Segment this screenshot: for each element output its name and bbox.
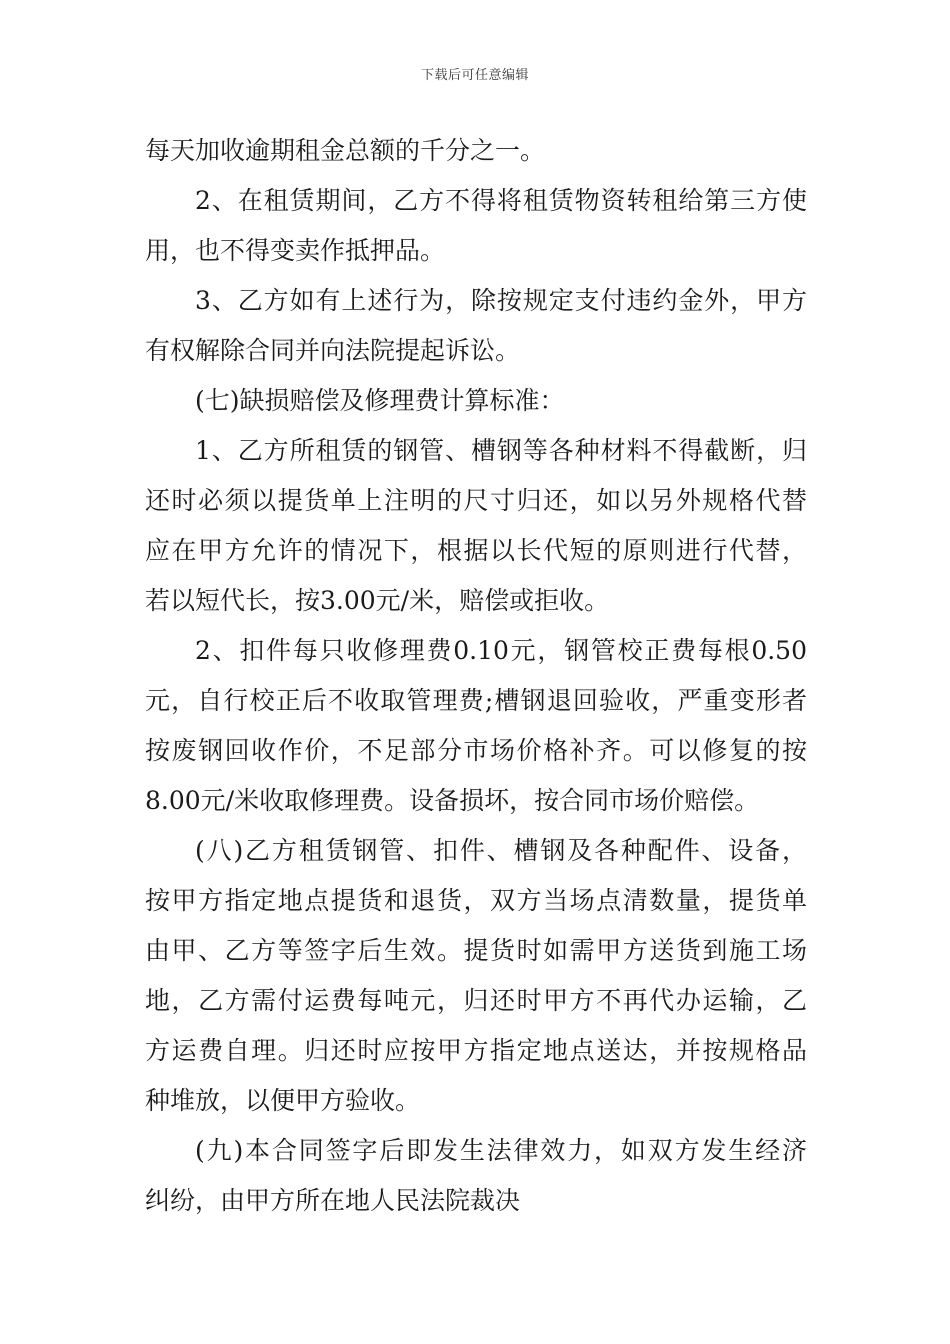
text-line: (七)缺损赔偿及修理费计算标准： bbox=[195, 386, 565, 415]
text-line: 每天加收逾期租金总额的千分之一。 bbox=[145, 136, 546, 165]
text-line: 1、乙方所租赁的钢管、槽钢等各种材料不得截断，归 bbox=[195, 436, 807, 465]
text-line: 2、在租赁期间，乙方不得将租赁物资转租给第三方使 bbox=[195, 186, 807, 215]
text-line: 种堆放，以便甲方验收。 bbox=[145, 1086, 421, 1115]
text-line: 按甲方指定地点提货和退货，双方当场点清数量，提货单 bbox=[145, 886, 807, 915]
text-line: 纠纷，由甲方所在地人民法院裁决 bbox=[145, 1186, 521, 1215]
text-line: 由甲、乙方等签字后生效。提货时如需甲方送货到施工场 bbox=[145, 936, 807, 965]
text-line: 还时必须以提货单上注明的尺寸归还，如以另外规格代替 bbox=[145, 486, 807, 515]
text-line: 元，自行校正后不收取管理费;槽钢退回验收，严重变形者 bbox=[145, 686, 807, 715]
text-line: 地，乙方需付运费每吨元，归还时甲方不再代办运输，乙 bbox=[145, 986, 807, 1015]
page-header: 下载后可任意编辑 bbox=[420, 68, 529, 83]
text-line: 应在甲方允许的情况下，根据以长代短的原则进行代替， bbox=[145, 536, 807, 565]
text-line: 3、乙方如有上述行为，除按规定支付违约金外，甲方 bbox=[195, 286, 807, 315]
text-line: 8.00元/米收取修理费。设备损坏，按合同市场价赔偿。 bbox=[145, 786, 760, 815]
text-line: 若以短代长，按3.00元/米，赔偿或拒收。 bbox=[145, 586, 610, 615]
text-line: 按废钢回收作价，不足部分市场价格补齐。可以修复的按 bbox=[145, 736, 807, 765]
text-line: 2、扣件每只收修理费0.10元，钢管校正费每根0.50 bbox=[195, 636, 807, 665]
text-line: (八)乙方租赁钢管、扣件、槽钢及各种配件、设备， bbox=[195, 836, 807, 865]
text-line: (九)本合同签字后即发生法律效力，如双方发生经济 bbox=[195, 1136, 807, 1165]
document-body bbox=[145, 126, 807, 1226]
text-line: 方运费自理。归还时应按甲方指定地点送达，并按规格品 bbox=[145, 1036, 807, 1065]
text-line: 用，也不得变卖作抵押品。 bbox=[145, 236, 446, 265]
text-line: 有权解除合同并向法院提起诉讼。 bbox=[145, 336, 521, 365]
